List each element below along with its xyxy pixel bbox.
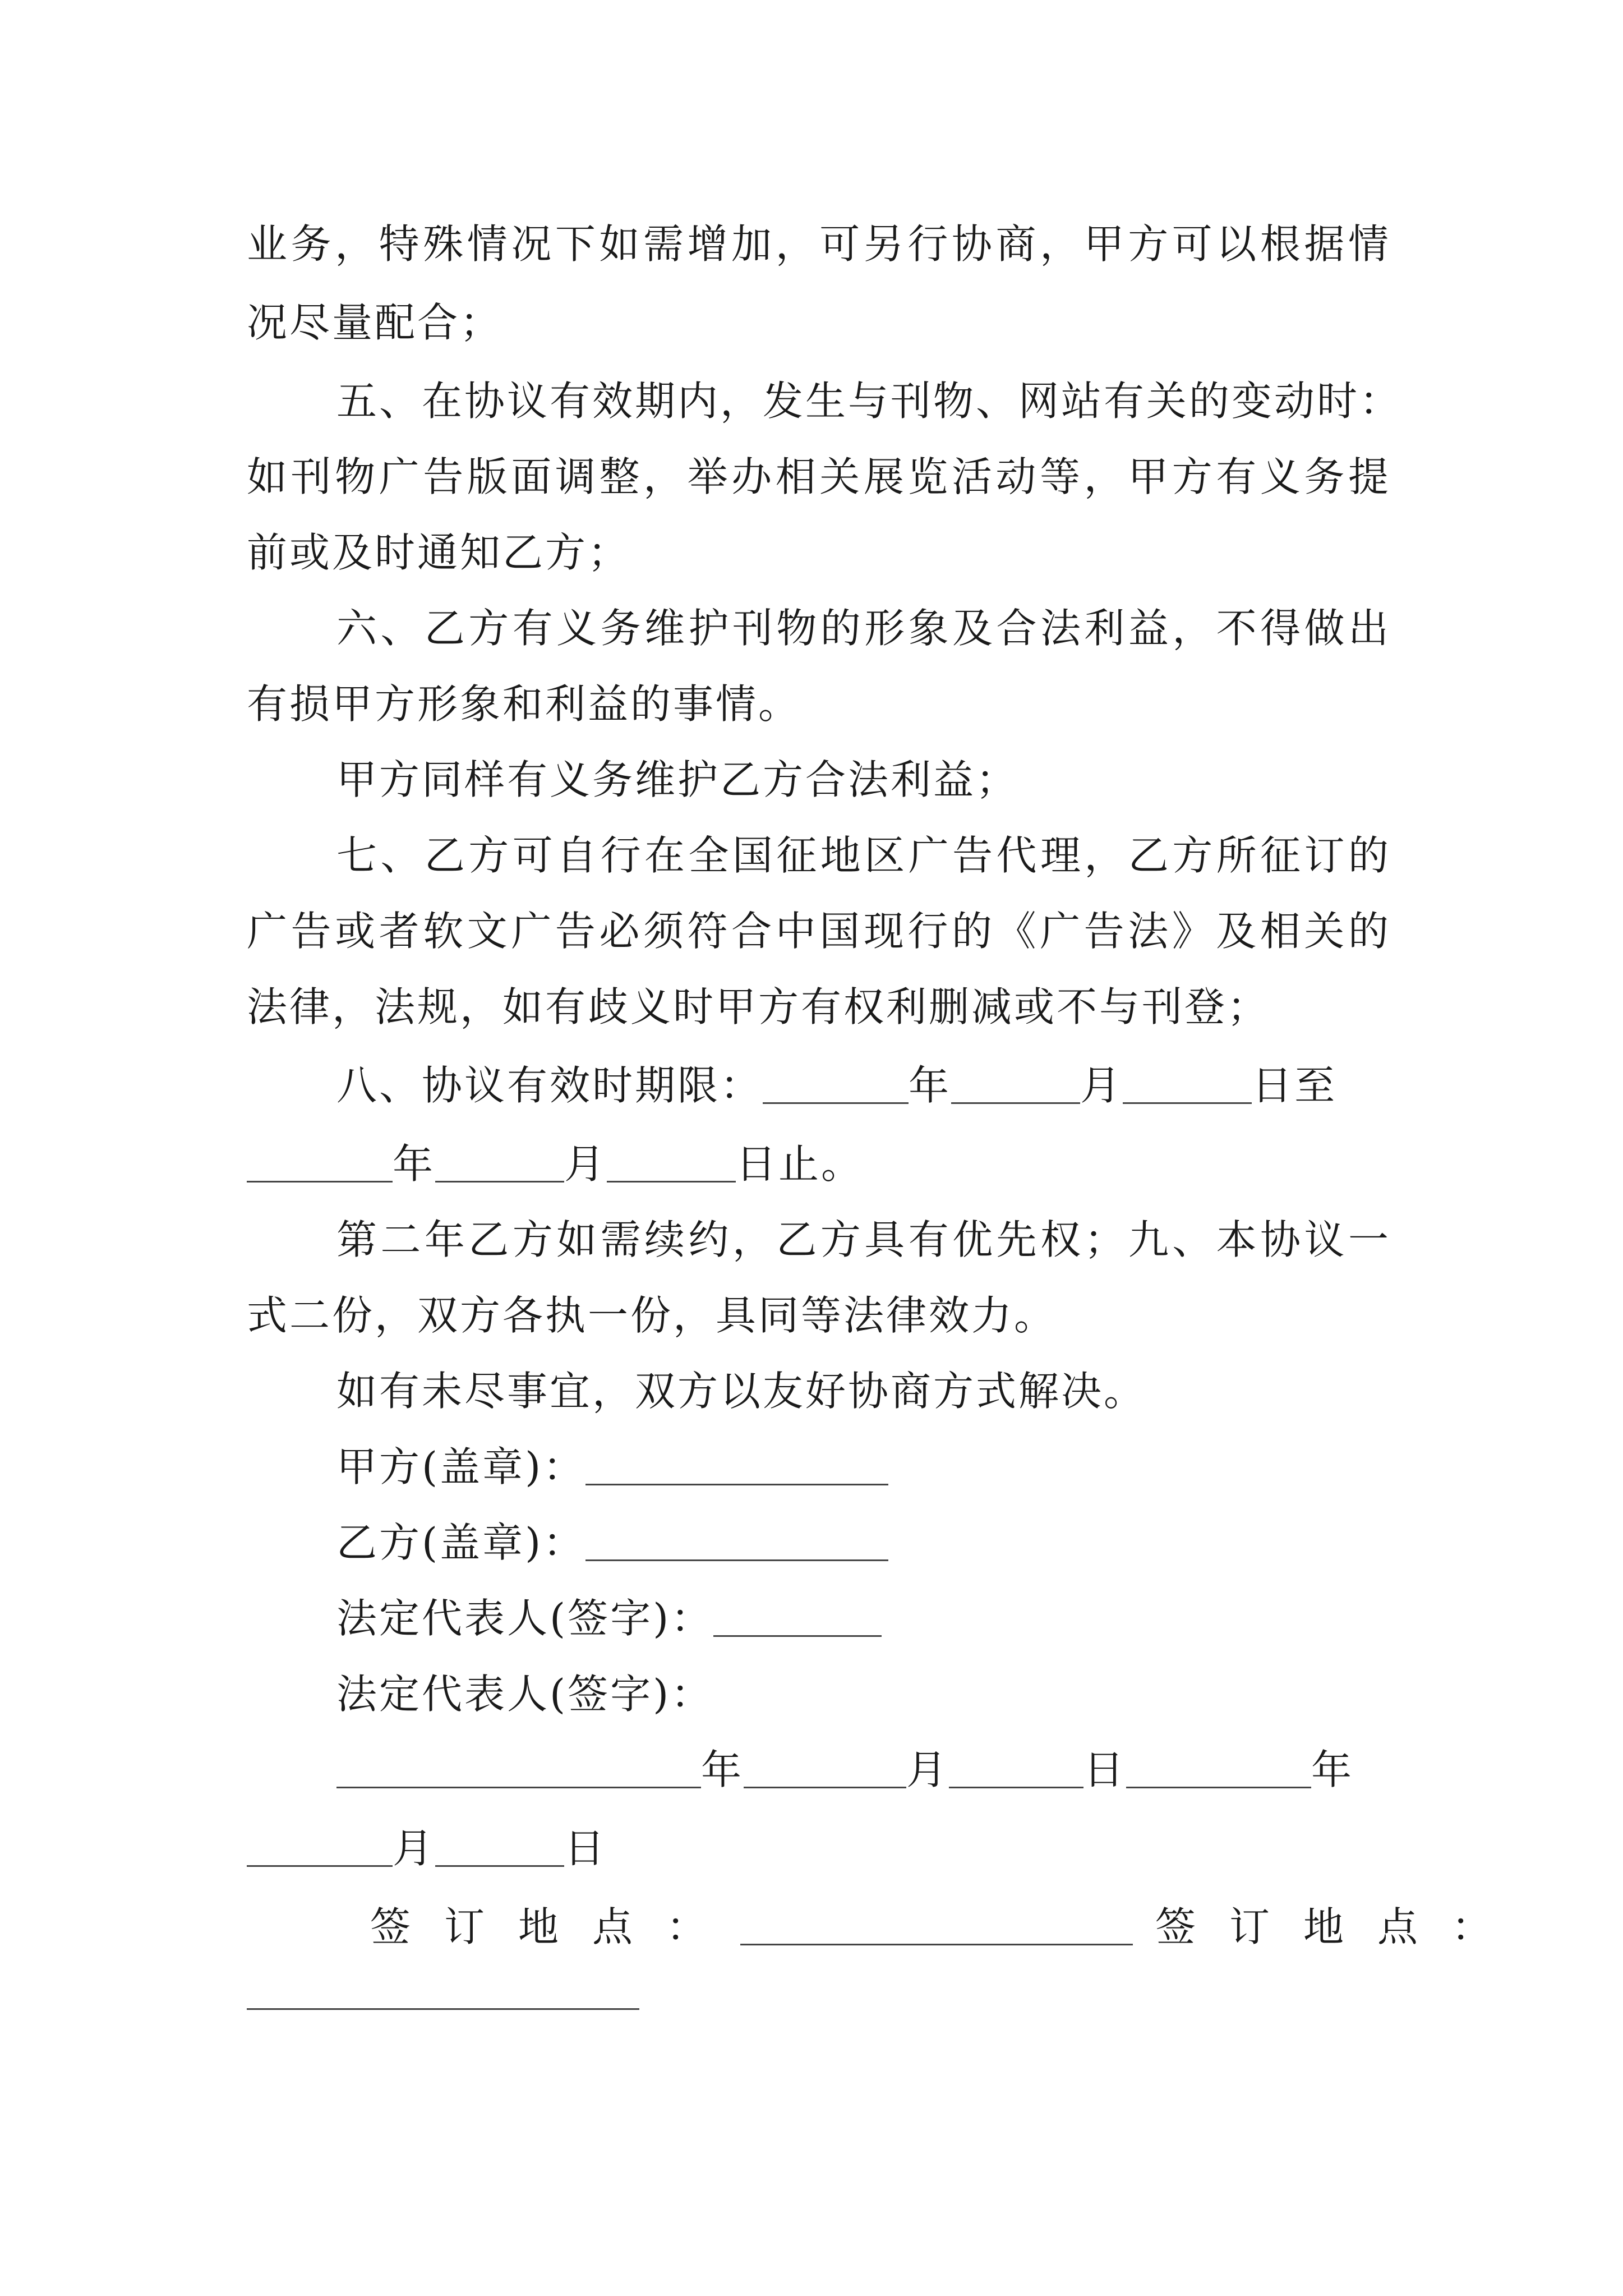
party-b-seal-line <box>336 1512 1481 1573</box>
paragraph-line: 如刊物广告版面调整，举办相关展览活动等，甲方有义务提 <box>247 453 1391 500</box>
month-word: 月 <box>564 1140 607 1188</box>
day-word: 日 <box>1083 1746 1127 1793</box>
party-a-blank <box>585 1443 888 1485</box>
day-word: 日 <box>736 1140 779 1188</box>
place-1-label: 签订地点： <box>370 1903 741 1950</box>
validity-period-line <box>336 1055 1391 1116</box>
date-2-day-blank <box>435 1825 564 1867</box>
rep-2-sign-line <box>336 1663 1481 1725</box>
year-word: 年 <box>701 1746 744 1793</box>
date-1-day-blank <box>949 1746 1083 1788</box>
paragraph-line: 六、乙方有义务维护刊物的形象及合法利益，不得做出 <box>336 605 1391 652</box>
paragraph-line: 前或及时通知乙方； <box>247 529 631 576</box>
end-day-blank <box>607 1140 736 1182</box>
year-word: 年 <box>393 1140 436 1188</box>
date-2-year-blank <box>1126 1746 1311 1788</box>
party-b-label: 乙方(盖章)： <box>336 1519 586 1566</box>
date-1-year-blank <box>336 1746 701 1788</box>
paragraph-line: 业务，特殊情况下如需增加，可另行协商，甲方可以根据情 <box>247 220 1391 268</box>
paragraph-line: 况尽量配合； <box>247 299 503 346</box>
start-day-blank <box>1123 1062 1252 1104</box>
party-b-blank <box>585 1519 888 1561</box>
paragraph-line: 法律，法规，如有歧义时甲方有权利删减或不与刊登； <box>247 983 1270 1030</box>
paragraph-line: 甲方同样有义务维护乙方合法利益； <box>336 756 1019 803</box>
party-a-label: 甲方(盖章)： <box>336 1443 586 1490</box>
rep-1-sign-line <box>336 1588 1481 1649</box>
paragraph-line: 五、在协议有效期内，发生与刊物、网站有关的变动时： <box>336 378 1403 425</box>
start-month-blank <box>951 1062 1080 1104</box>
year-word: 年 <box>1311 1746 1354 1793</box>
until-word: 至 <box>1294 1062 1338 1109</box>
date-2-month-blank <box>247 1825 393 1867</box>
party-a-seal-line <box>336 1436 1481 1498</box>
start-year-blank <box>763 1062 909 1104</box>
month-word: 月 <box>393 1825 436 1872</box>
sign-place-line <box>370 1896 1526 1958</box>
paragraph-line: 如有未尽事宜，双方以友好协商方式解决。 <box>336 1368 1147 1415</box>
place-2-blank <box>247 2008 639 2010</box>
month-word: 月 <box>906 1746 949 1793</box>
validity-label: 八、协议有效时期限： <box>336 1062 763 1109</box>
validity-end-line <box>247 1133 1391 1195</box>
rep-1-blank <box>713 1595 882 1637</box>
rep-1-label: 法定代表人(签字)： <box>336 1595 714 1642</box>
paragraph-line: 有损甲方形象和利益的事情。 <box>247 680 801 728</box>
paragraph-line: 式二份，双方各执一份，具同等法律效力。 <box>247 1292 1057 1339</box>
place-2-label: 签订地点： <box>1155 1903 1526 1950</box>
paragraph-line: 第二年乙方如需续约，乙方具有优先权；九、本协议一 <box>336 1216 1391 1263</box>
end-month-blank <box>435 1140 564 1182</box>
end-year-blank <box>247 1140 393 1182</box>
day-word: 日 <box>1252 1062 1295 1109</box>
sign-date-line-cont <box>247 1818 1391 1879</box>
month-word: 月 <box>1080 1062 1123 1109</box>
paragraph-line: 七、乙方可自行在全国征地区广告代理，乙方所征订的 <box>336 832 1391 879</box>
end-word: 止。 <box>778 1140 864 1188</box>
year-word: 年 <box>909 1062 952 1109</box>
paragraph-line: 广告或者软文广告必须符合中国现行的《广告法》及相关的 <box>247 908 1391 955</box>
day-word: 日 <box>564 1825 607 1872</box>
place-1-blank <box>740 1903 1133 1945</box>
rep-2-label: 法定代表人(签字)： <box>336 1671 714 1718</box>
sign-date-line <box>336 1739 1391 1801</box>
date-1-month-blank <box>744 1746 906 1788</box>
